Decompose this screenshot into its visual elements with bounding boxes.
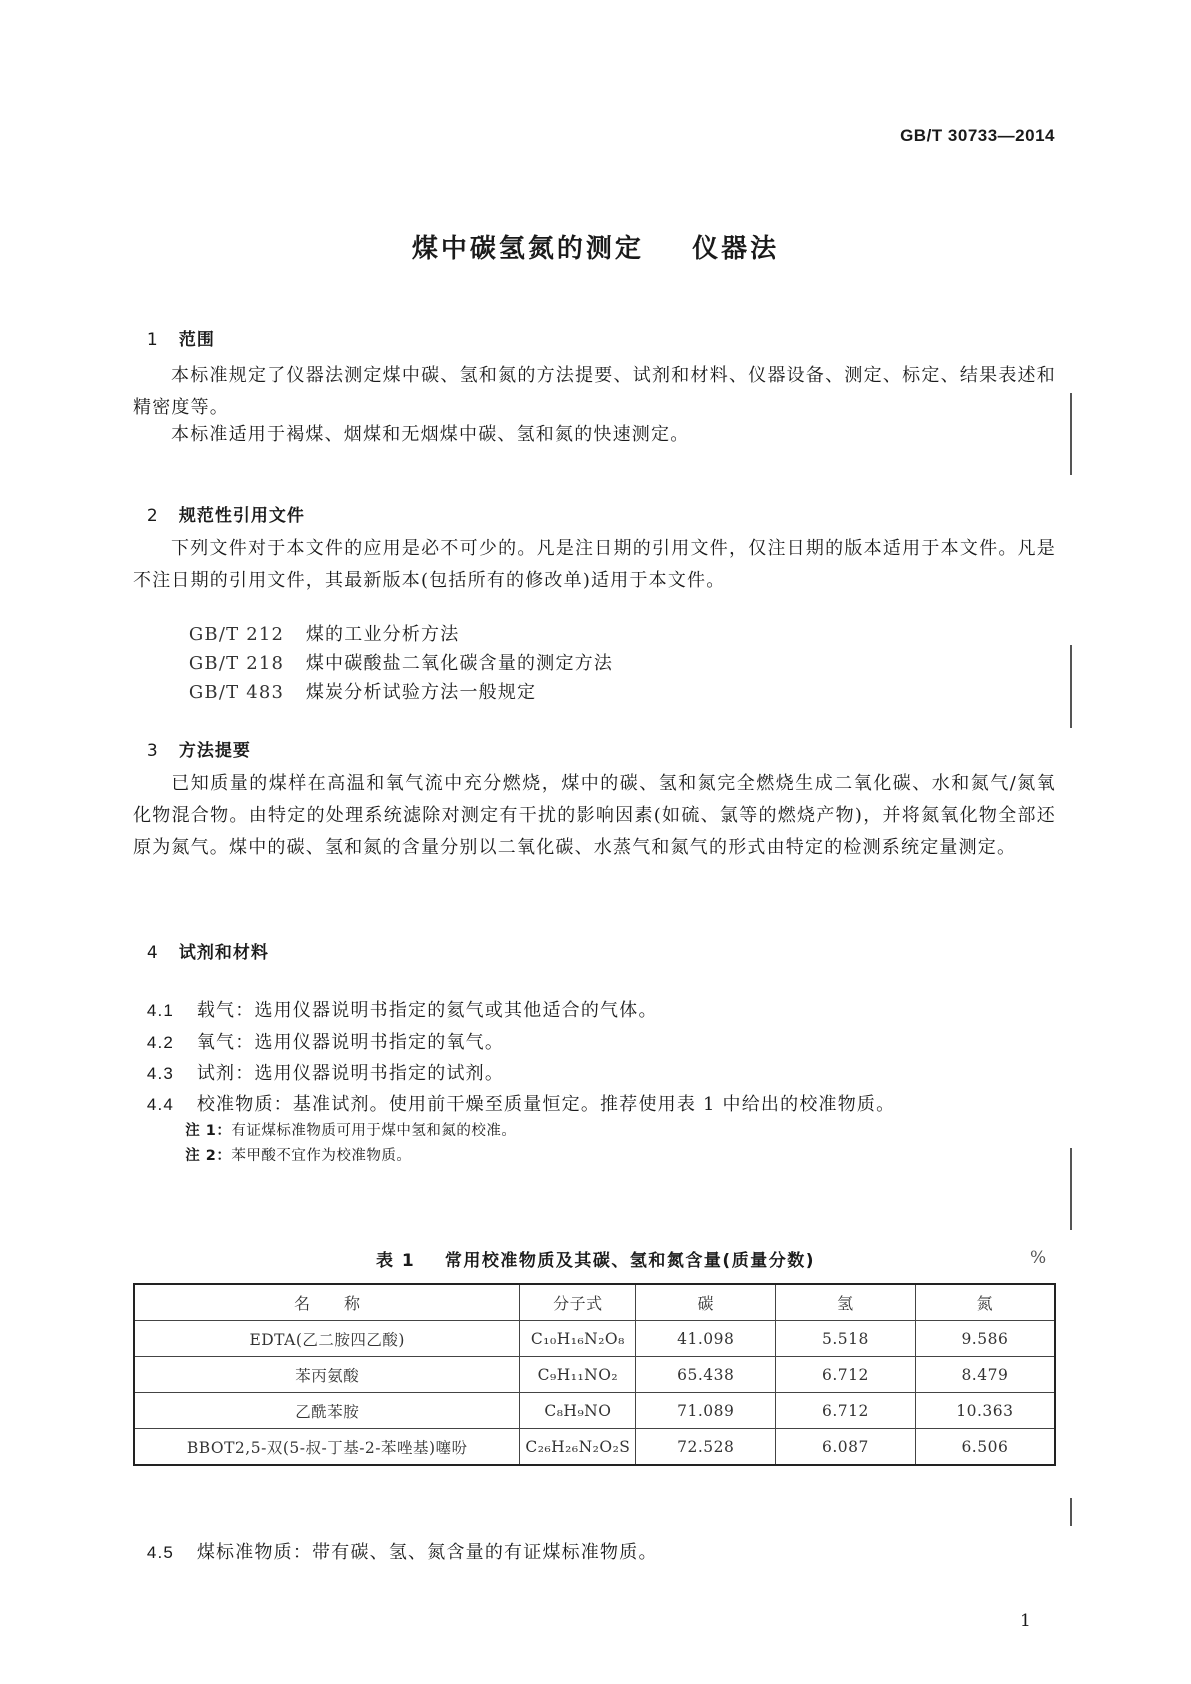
hydrogen-value: 6.712 bbox=[776, 1357, 916, 1393]
clause-text: 煤标准物质：带有碳、氢、氮含量的有证煤标准物质。 bbox=[196, 1542, 658, 1563]
table-unit: % bbox=[1030, 1248, 1047, 1268]
section-title: 方法提要 bbox=[178, 741, 251, 761]
table-caption: 表 1 常用校准物质及其碳、氢和氮含量(质量分数) bbox=[376, 1251, 815, 1271]
section-title: 规范性引用文件 bbox=[178, 506, 305, 526]
section-title: 范围 bbox=[178, 330, 215, 350]
clause-text: 校准物质：基准试剂。使用前干燥至质量恒定。推荐使用表 1 中给出的校准物质。 bbox=[196, 1094, 896, 1115]
paragraph-text: 下列文件对于本文件的应用是必不可少的。凡是注日期的引用文件，仅注日期的版本适用于本文件。凡是不注日期的引用文件，其最新版本(包括所有的修改单)适用于本文件。 bbox=[133, 538, 1056, 591]
molecular-formula: C₈H₉NO bbox=[520, 1393, 636, 1429]
column-header-carbon: 碳 bbox=[636, 1284, 776, 1321]
section-3-paragraph-1 bbox=[133, 768, 1056, 864]
note-label: 注 1： bbox=[185, 1123, 232, 1139]
page-number: 1 bbox=[1020, 1611, 1031, 1631]
reference-code: GB/T 218 bbox=[188, 653, 285, 674]
clause-number: 4.3 bbox=[146, 1064, 175, 1083]
note-label: 注 2： bbox=[185, 1148, 232, 1164]
column-header-nitrogen: 氮 bbox=[915, 1284, 1055, 1321]
clause-number: 4.5 bbox=[146, 1543, 175, 1562]
section-4-heading bbox=[133, 918, 269, 963]
section-1-paragraph-2 bbox=[133, 419, 1056, 451]
section-number: 2 bbox=[146, 506, 159, 526]
paragraph-text: 已知质量的煤样在高温和氧气流中充分燃烧，煤中的碳、氢和氮完全燃烧生成二氧化碳、水和氮气/氮氧化物混合物。由特定的处理系统滤除对测定有干扰的影响因素(如硫、氯等的燃烧产物)，并将氮氧化物全部还原为氮气。煤中的碳、氢和氮的含量分别以二氧化碳、水蒸气和氮气的形式由特定的检测系统定量测定。 bbox=[133, 773, 1056, 858]
column-header-name: 名 称 bbox=[134, 1284, 520, 1321]
column-header-hydrogen: 氢 bbox=[776, 1284, 916, 1321]
revision-bar bbox=[1070, 1148, 1072, 1230]
carbon-value: 72.528 bbox=[636, 1429, 776, 1466]
substance-name: BBOT2,5-双(5-叔-丁基-2-苯唑基)噻吩 bbox=[134, 1429, 520, 1466]
substance-name: 乙酰苯胺 bbox=[134, 1393, 520, 1429]
reference-title: 煤中碳酸盐二氧化碳含量的测定方法 bbox=[305, 653, 614, 674]
section-title: 试剂和材料 bbox=[178, 943, 269, 963]
hydrogen-value: 6.712 bbox=[776, 1393, 916, 1429]
paragraph-text: 本标准规定了仪器法测定煤中碳、氢和氮的方法提要、试剂和材料、仪器设备、测定、标定、结果表述和精密度等。 bbox=[133, 365, 1056, 418]
column-header-formula: 分子式 bbox=[520, 1284, 636, 1321]
substance-name: 苯丙氨酸 bbox=[134, 1357, 520, 1393]
note-2 bbox=[175, 1128, 411, 1165]
reference-code: GB/T 212 bbox=[188, 624, 285, 645]
reference-item bbox=[175, 657, 536, 704]
revision-bar bbox=[1070, 393, 1072, 475]
note-text: 有证煤标准物质可用于煤中氢和氮的校准。 bbox=[231, 1123, 517, 1139]
molecular-formula: C₂₆H₂₆N₂O₂S bbox=[520, 1429, 636, 1466]
section-2-paragraph-1 bbox=[133, 533, 1056, 597]
section-1-paragraph-1 bbox=[133, 360, 1056, 424]
clause-text: 载气：选用仪器说明书指定的氦气或其他适合的气体。 bbox=[196, 1000, 658, 1021]
reference-title: 煤的工业分析方法 bbox=[305, 624, 460, 645]
nitrogen-value: 6.506 bbox=[915, 1429, 1055, 1466]
paragraph-text: 本标准适用于褐煤、烟煤和无烟煤中碳、氢和氮的快速测定。 bbox=[171, 424, 690, 445]
clause-text: 氧气：选用仪器说明书指定的氧气。 bbox=[196, 1032, 505, 1053]
clause-number: 4.4 bbox=[146, 1095, 175, 1114]
reference-code: GB/T 483 bbox=[188, 682, 285, 703]
clause-text: 试剂：选用仪器说明书指定的试剂。 bbox=[196, 1063, 505, 1084]
standard-number: GB/T 30733—2014 bbox=[900, 126, 1055, 145]
carbon-value: 41.098 bbox=[636, 1321, 776, 1357]
nitrogen-value: 8.479 bbox=[915, 1357, 1055, 1393]
table-row bbox=[134, 1321, 1055, 1357]
hydrogen-value: 6.087 bbox=[776, 1429, 916, 1466]
section-number: 1 bbox=[146, 330, 159, 350]
note-text: 苯甲酸不宜作为校准物质。 bbox=[231, 1148, 412, 1164]
table-header-row bbox=[134, 1284, 1055, 1321]
molecular-formula: C₁₀H₁₆N₂O₈ bbox=[520, 1321, 636, 1357]
clause-4-5 bbox=[133, 1517, 658, 1564]
carbon-value: 65.438 bbox=[636, 1357, 776, 1393]
clause-number: 4.1 bbox=[146, 1001, 175, 1020]
reference-title: 煤炭分析试验方法一般规定 bbox=[305, 682, 537, 703]
carbon-value: 71.089 bbox=[636, 1393, 776, 1429]
clause-number: 4.2 bbox=[146, 1033, 175, 1052]
section-2-heading bbox=[133, 481, 305, 526]
section-1-heading bbox=[133, 305, 215, 350]
section-number: 4 bbox=[146, 943, 159, 963]
section-number: 3 bbox=[146, 741, 159, 761]
nitrogen-value: 10.363 bbox=[915, 1393, 1055, 1429]
revision-bar bbox=[1070, 645, 1072, 728]
molecular-formula: C₉H₁₁NO₂ bbox=[520, 1357, 636, 1393]
table-row bbox=[134, 1429, 1055, 1466]
calibration-table bbox=[133, 1283, 1056, 1466]
hydrogen-value: 5.518 bbox=[776, 1321, 916, 1357]
nitrogen-value: 9.586 bbox=[915, 1321, 1055, 1357]
revision-bar bbox=[1070, 1498, 1072, 1526]
table-row bbox=[134, 1393, 1055, 1429]
document-title: 煤中碳氢氮的测定 仪器法 bbox=[411, 234, 780, 264]
table-row bbox=[134, 1357, 1055, 1393]
substance-name: EDTA(乙二胺四乙酸) bbox=[134, 1321, 520, 1357]
section-3-heading bbox=[133, 716, 251, 761]
